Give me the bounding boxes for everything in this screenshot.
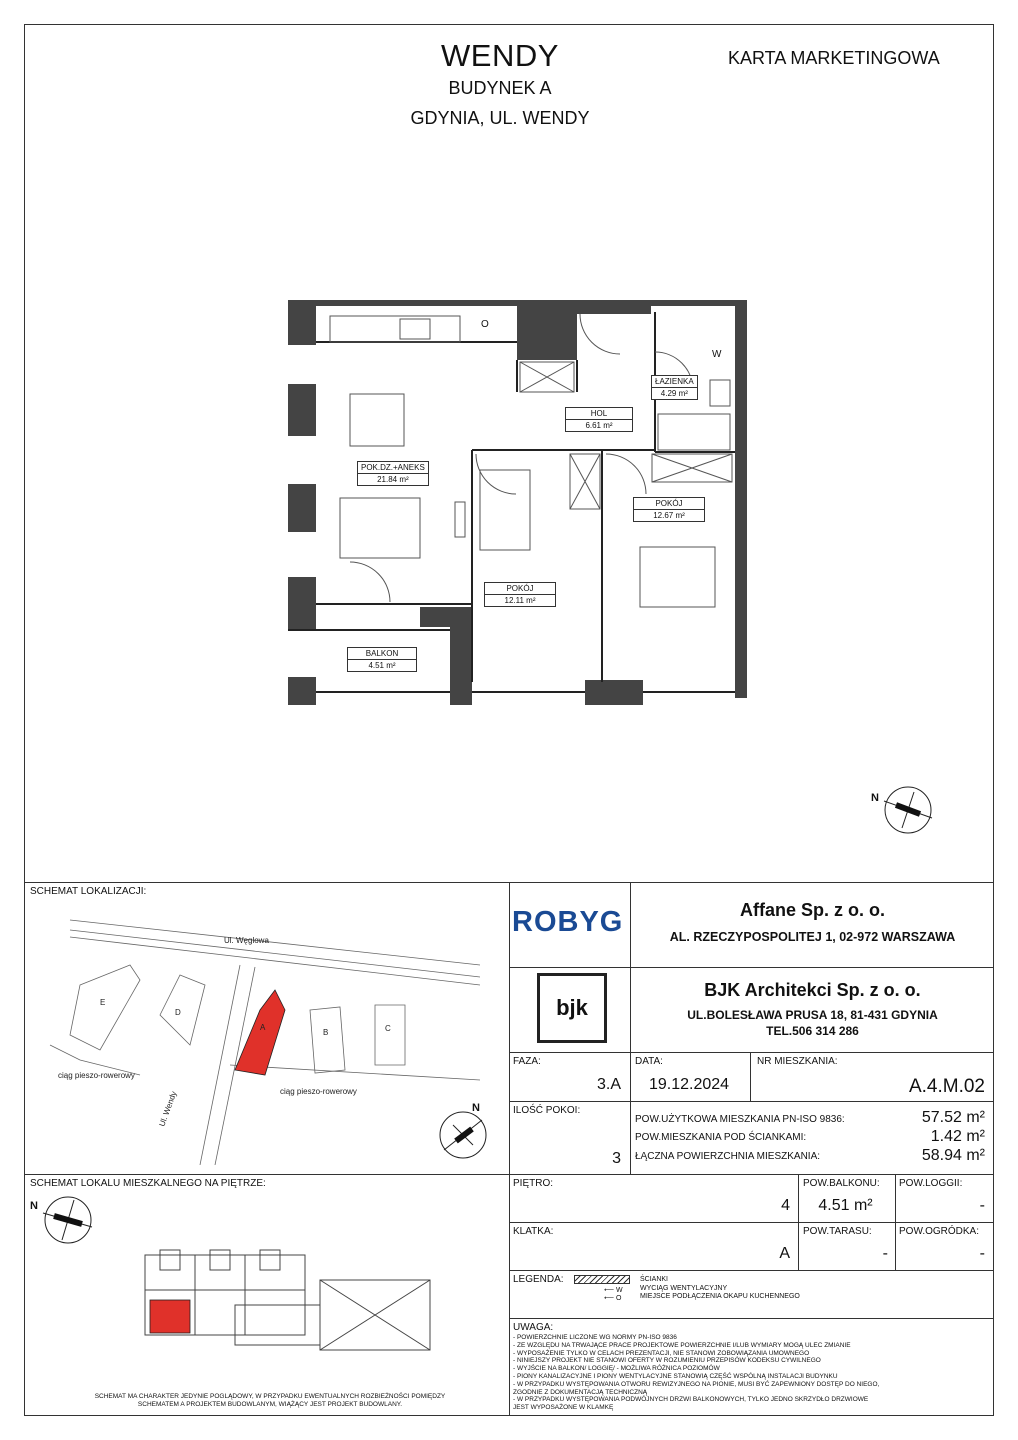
floor-compass-icon (28, 1195, 98, 1250)
floor-schema-disclaimer: SCHEMAT MA CHARAKTER JEDYNIE POGLĄDOWY, W PRZYPADKU EWENTUALNYCH ROZBIEŻNOŚCI POMIĘDZY SCHEMATEM A PROJEKTEM BUDOWLANYM, WIĄŻĄCY JEST PROJEKT BUDOWLANY. (94, 1393, 446, 1408)
faza-label: FAZA: (513, 1056, 541, 1067)
floor-schema-title: SCHEMAT LOKALU MIESZKALNEGO NA PIĘTRZE: (30, 1178, 266, 1189)
staircase-value: A (779, 1245, 790, 1262)
floor-schema-plan (135, 1245, 445, 1365)
street-label-wendy: Ul. Wendy (157, 1090, 179, 1128)
terrace-area-label: POW.TARASU: (803, 1226, 872, 1237)
date-label: DATA: (635, 1056, 663, 1067)
floor-compass-n: N (30, 1200, 38, 1212)
legend-w-mark: ⟵ W (604, 1287, 623, 1294)
path-label-1: ciąg pieszo-rowerowy (58, 1071, 135, 1080)
legend-items: ŚCIANKI WYCIĄG WENTYLACYJNY MIEJSCE PODŁĄCZENIA OKAPU KUCHENNEGO (640, 1276, 800, 1300)
location-compass-n: N (472, 1102, 480, 1114)
project-address: GDYNIA, UL. WENDY (410, 108, 590, 128)
location-map (40, 905, 500, 1165)
faza-value: 3.A (596, 1076, 621, 1093)
staircase-label: KLATKA: (513, 1226, 554, 1237)
building-e-label: E (100, 998, 106, 1007)
building-b-label: B (323, 1028, 329, 1037)
usable-area-label: POW.UŻYTKOWA MIESZKANIA PN-ISO 9836: (635, 1114, 845, 1125)
apartment-no-value: A.4.M.02 (908, 1076, 985, 1097)
hood-mark: O (481, 319, 489, 330)
notes-list: - POWIERZCHNIE LICZONE WG NORMY PN-ISO 9836 - ZE WZGLĘDU NA TRWAJĄCE PRACE PROJEKTOWE POWIERZCHNIE I/LUB WYMIARY MOGĄ ULEC ZMIANIE - WYPOSAŻENIE TYLKO W CELACH PREZENTACJI, NIE STANOWI ZOBOWIĄZANIA UMOWNEGO - NINIEJSZY PROJEKT NIE STANOWI OFERTY W ROZUMIENIU PRZEPISÓW KODEKSU CYWILNEGO - WYJŚCIE NA BALKON/ LOGGIĘ/ - MOŻLIWA RÓŻNICA POZIOMÓW - PIONY KANALIZACYJNE I PIONY WENTYLACYJNE STANOWIĄ CZĘŚĆ WSPÓLNĄ INSTALACJI BUDYNKU - W PRZYPADKU WYSTĘPOWANIA OTWORU REWIZYJNEGO NA PIONIE, MUSI BYĆ ZAPEWNIONY DOSTĘP DO NIEGO, ZGODNIE Z DOKUMENTACJĄ TECHNICZNĄ - W PRZYPADKU WYSTĘPOWANIA PODWÓJNYCH DRZWI BALKONOWYCH, TYLKO JEDNO SKRZYDŁO DRZWIOWE JEST WYPOSAŻONE W KLAMKĘ (513, 1334, 880, 1412)
architect-name: BJK Architekci Sp. z o. o. (704, 980, 921, 1000)
card-type: KARTA MARKETINGOWA (728, 48, 940, 68)
balcony-area-value: 4.51 m² (818, 1197, 873, 1214)
garden-area-label: POW.OGRÓDKA: (899, 1226, 980, 1237)
floor-value: 4 (781, 1197, 790, 1214)
architect-phone: TEL.506 314 286 (766, 1024, 859, 1038)
building-c-label: C (385, 1024, 391, 1033)
developer-address: AL. RZECZYPOSPOLITEJ 1, 02-972 WARSZAWA (669, 930, 956, 944)
compass-icon (870, 785, 934, 835)
garden-area-value: - (979, 1245, 985, 1262)
building-name: BUDYNEK A (448, 78, 552, 98)
floor-label: PIĘTRO: (513, 1178, 554, 1189)
legend-o-mark: ⟵ O (604, 1295, 622, 1302)
usable-area-value: 57.52 m² (921, 1109, 985, 1126)
loggia-area-value: - (979, 1197, 985, 1214)
room-label-bathroom: ŁAZIENKA 4.29 m² (651, 375, 698, 400)
notes-label: UWAGA: (513, 1322, 554, 1333)
room-label-room-1: POKÓJ 12.67 m² (633, 497, 705, 522)
architect-address: UL.BOLESŁAWA PRUSA 18, 81-431 GDYNIA (687, 1008, 938, 1022)
loggia-area-label: POW.LOGGII: (899, 1178, 963, 1189)
street-label-weglowa: Ul. Węglowa (224, 936, 269, 945)
wall-area-value: 1.42 m² (930, 1128, 985, 1145)
building-a-label: A (260, 1023, 266, 1032)
date-value: 19.12.2024 (649, 1076, 730, 1093)
room-label-hall: HOL 6.61 m² (565, 407, 633, 432)
room-label-room-2: POKÓJ 12.11 m² (484, 582, 556, 607)
walls-legend-swatch (574, 1275, 630, 1284)
room-label-living: POK.DZ.+ANEKS 21.84 m² (357, 461, 429, 486)
building-d-label: D (175, 1008, 181, 1017)
location-schema-title: SCHEMAT LOKALIZACJI: (30, 886, 147, 897)
project-title: WENDY (441, 38, 559, 73)
room-label-balcony: BALKON 4.51 m² (347, 647, 417, 672)
vent-mark: W (712, 349, 722, 360)
rooms-count-value: 3 (612, 1150, 621, 1167)
terrace-area-value: - (882, 1245, 888, 1262)
wall-area-label: POW.MIESZKANIA POD ŚCIANKAMI: (635, 1132, 807, 1143)
robyg-logo: ROBYG (512, 906, 624, 938)
total-area-value: 58.94 m² (921, 1147, 985, 1164)
location-compass-icon (436, 1105, 496, 1165)
developer-name: Affane Sp. z o. o. (739, 900, 885, 920)
rooms-count-label: ILOŚĆ POKOI: (513, 1105, 581, 1116)
path-label-2: ciąg pieszo-rowerowy (280, 1087, 357, 1096)
balcony-area-label: POW.BALKONU: (803, 1178, 880, 1189)
bjk-logo: bjk (537, 973, 607, 1043)
compass-n-label: N (871, 792, 879, 804)
apartment-no-label: NR MIESZKANIA: (757, 1056, 838, 1067)
total-area-label: ŁĄCZNA POWIERZCHNIA MIESZKANIA: (635, 1151, 821, 1162)
legend-label: LEGENDA: (513, 1274, 564, 1285)
